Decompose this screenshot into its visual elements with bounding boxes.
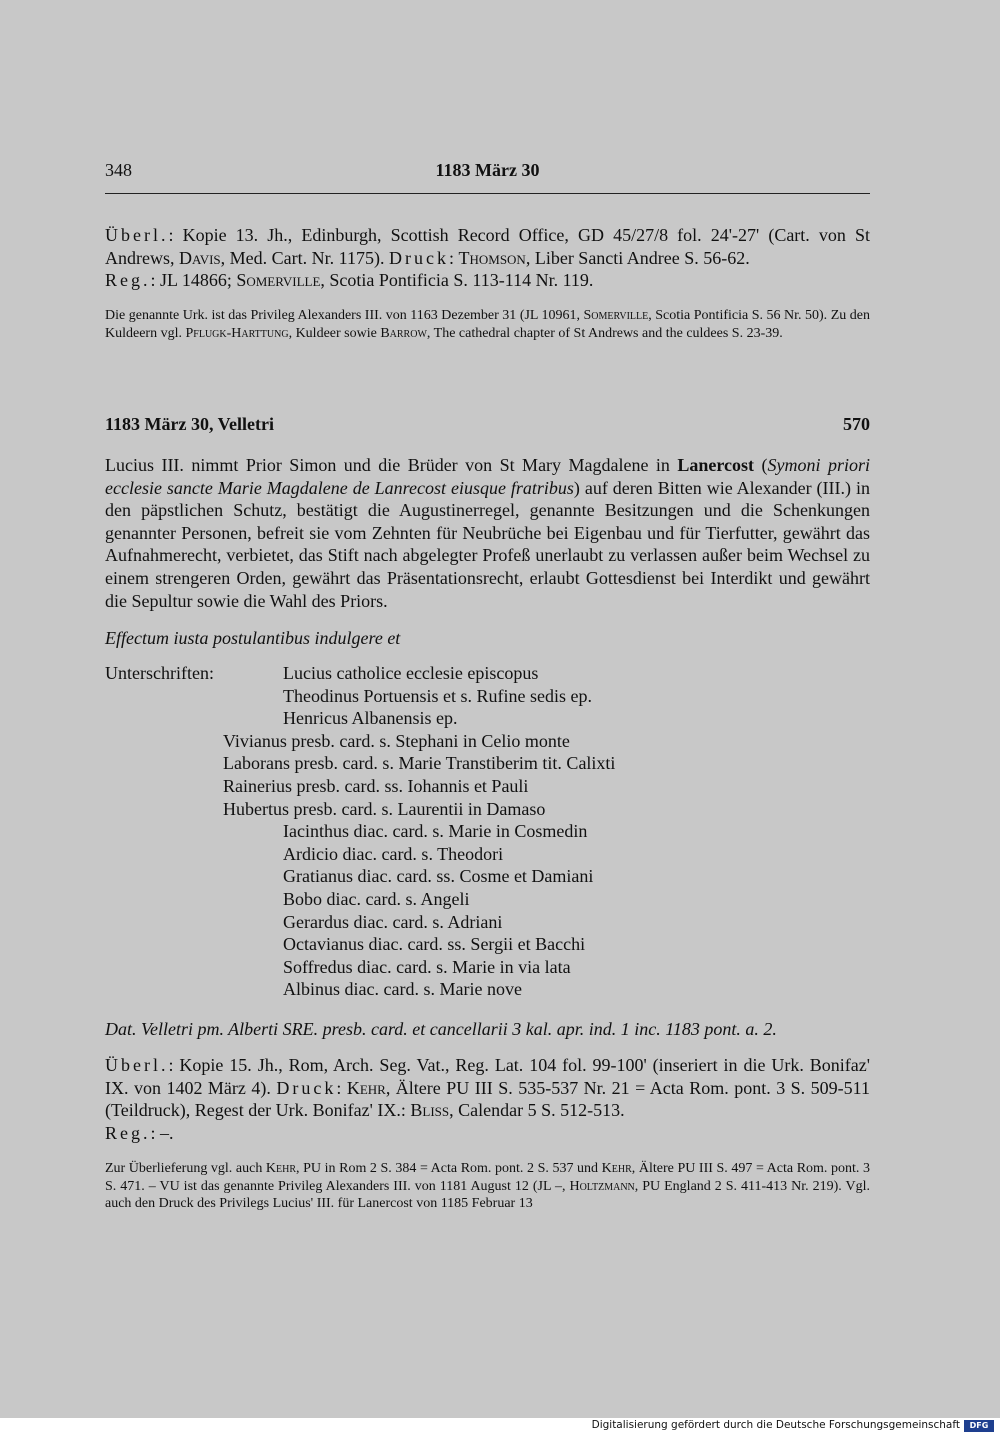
uberl-label: Überl. — [105, 225, 169, 245]
incipit: Effectum iusta postulantibus indulgere et — [105, 628, 401, 648]
uberl-label: Überl. — [105, 1055, 169, 1075]
running-title: 1183 März 30 — [435, 160, 540, 180]
subscription-line: Bobo diac. card. s. Angeli — [283, 889, 470, 909]
subscriptions-label: Unterschriften: — [105, 663, 214, 683]
subscription-line: Octavianus diac. card. ss. Sergii et Bacchi — [283, 934, 586, 955]
header-rule — [105, 193, 870, 194]
subscription-line: Iacinthus diac. card. s. Marie in Cosmedin — [283, 821, 588, 842]
reg-label: Reg. — [105, 270, 151, 291]
digitization-footer — [0, 1418, 1000, 1434]
subscription-line: Gerardus diac. card. s. Adriani — [283, 911, 503, 932]
subscription-line: Hubertus presb. card. s. Laurentii in Damaso — [223, 798, 546, 819]
subscription-line: Theodinus Portuensis et s. Rufine sedis ep. — [283, 685, 592, 706]
tradition: Überl.: Kopie 15. Jh., Rom, Arch. Seg. Vat., Reg. Lat. 104 fol. 99-100' (inseriert in die Urk. Bonifaz' IX. von 1402 März 4). Druck: Kehr, Ältere PU III S. 535-537 Nr. 21 = Acta Rom. pont. 3 S. 509-511 (Teildruck), Regest der Urk. Bonifaz' IX.: Bliss, Calendar 5 S. 512-513. Reg.: –. — [105, 1055, 870, 1143]
subscription-line: Rainerius presb. card. ss. Iohannis et Pauli — [223, 776, 529, 796]
subscription-line: Vivianus presb. card. s. Stephani in Celio monte — [223, 730, 570, 751]
druck-label: Druck — [388, 247, 449, 268]
subscription-line: Gratianus diac. card. ss. Cosme et Damiani — [283, 866, 594, 887]
footer-text: Digitalisierung gefördert durch die Deutsche Forschungsgemeinschaft — [591, 1419, 960, 1431]
prev-tradition: Überl.: Kopie 13. Jh., Edinburgh, Scottish Record Office, GD 45/27/8 fol. 24'-27' (Cart. von St Andrews, Davis, Med. Cart. Nr. 1175). Druck: Thomson, Liber Sancti Andree S. 56-62. Reg.: JL 14866; Somerville, Scotia Pontificia S. 113-114 Nr. 119. — [105, 225, 870, 291]
druck-label: Druck — [276, 1077, 337, 1098]
dating-clause: Dat. Velletri pm. Alberti SRE. presb. card. et cancellarii 3 kal. apr. ind. 1 inc. 1183 pont. a. 2. — [105, 1019, 777, 1039]
prev-note: Die genannte Urk. ist das Privileg Alexanders III. von 1163 Dezember 31 (JL 10961, Somerville, Scotia Pontificia S. 56 Nr. 50). Zu den Kuldeern vgl. Pflugk-Harttung, Kuldeer sowie Barrow, The cathedral chapter of St Andrews and the culdees S. 23-39. — [105, 308, 870, 341]
document-date: 1183 März 30, Velletri — [105, 414, 274, 434]
running-header — [105, 160, 870, 186]
subscription-line: Albinus diac. card. s. Marie nove — [283, 979, 522, 1000]
document-heading — [105, 414, 870, 435]
tradition-note: Zur Überlieferung vgl. auch Kehr, PU in Rom 2 S. 384 = Acta Rom. pont. 2 S. 537 und Kehr, Ältere PU III S. 497 = Acta Rom. pont. 3 S. 471. – VU ist das genannte Privileg Alexanders III. von 1181 August 12 (JL –, Holtzmann, PU England 2 S. 411-413 Nr. 219). Vgl. auch den Druck des Privilegs Lucius' III. für Lanercost von 1185 Februar 13 — [105, 1161, 870, 1211]
page-number: 348 — [105, 160, 132, 180]
reg-label: Reg. — [105, 1122, 151, 1143]
subscription-line: Henricus Albanensis ep. — [283, 708, 458, 729]
document-number: 570 — [843, 414, 870, 434]
latin-quote: Symoni priori ecclesie sancte Marie Magdalene de Lanrecost eiusque fratribus — [105, 455, 870, 498]
dfg-logo: DFG — [964, 1420, 994, 1432]
subscription-line: Laborans presb. card. s. Marie Transtiberim tit. Calixti — [223, 753, 616, 774]
subscription-line: Soffredus diac. card. s. Marie in via lata — [283, 956, 571, 977]
regest: Lucius III. nimmt Prior Simon und die Brüder von St Mary Magdalene in Lanercost (Symoni priori ecclesie sancte Marie Magdalene de Lanrecost eiusque fratribus) auf deren Bitten wie Alexander (III.) in den päpstlichen Schutz, bestätigt die Augustinerregel, genannte Besitzungen und die Schenkungen genannter Personen, befreit sie vom Zehnten für Neubrüche bei Eigenbau und für Tierfutter, gewährt das Aufnahmerecht, verbietet, das Stift nach abgelegter Profeß unerlaubt zu verlassen außer beim Wechsel zu einem strengeren Orden, gewährt das Präsentationsrecht, erlaubt Gottesdienst bei Interdikt und gewährt die Sepultur sowie die Wahl des Priors. — [105, 455, 870, 611]
place-name: Lanercost — [677, 455, 755, 475]
subscription-line: Lucius catholice ecclesie episcopus — [283, 663, 539, 683]
subscription-line: Ardicio diac. card. s. Theodori — [283, 843, 504, 864]
